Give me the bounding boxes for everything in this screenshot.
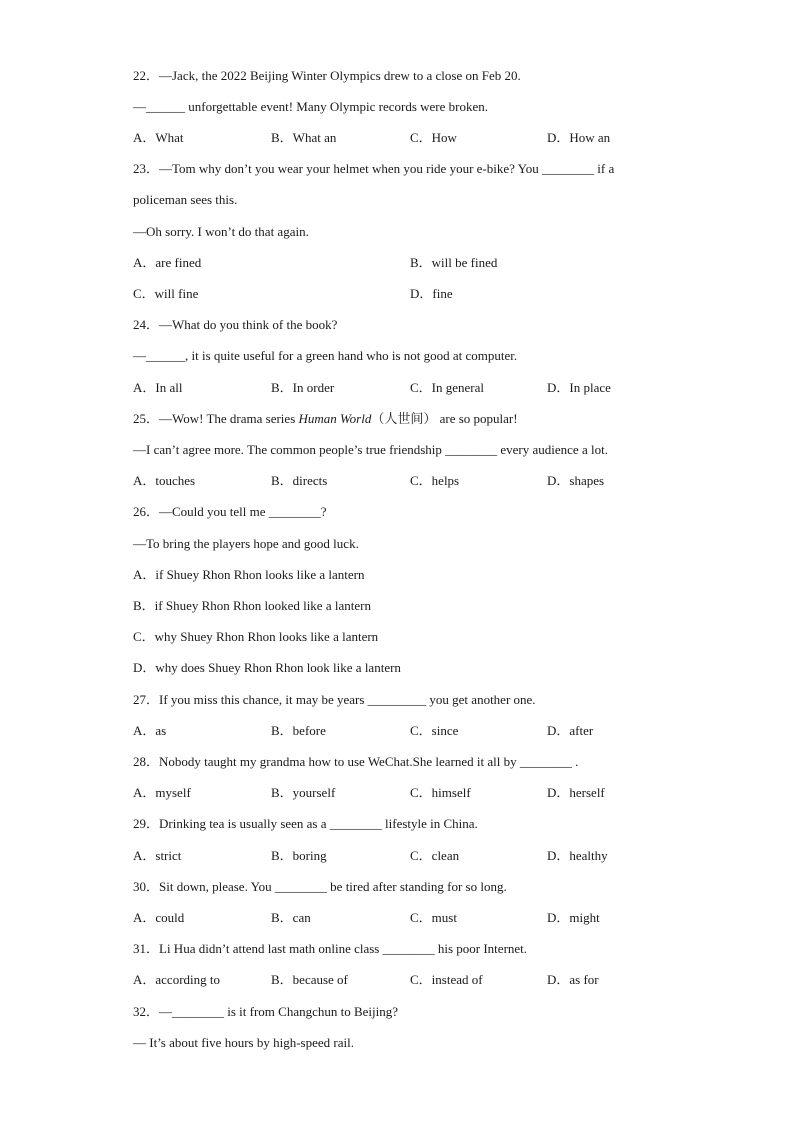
question-24-option-a: A．In all	[133, 380, 183, 395]
question-23-stem: 23．—Tom why don’t you wear your helmet when you ride your e-bike? You ________ if a	[133, 161, 615, 176]
question-24-option-d: D．In place	[547, 380, 611, 395]
question-25-option-b: B．directs	[271, 473, 328, 488]
question-27-option-a: A．as	[133, 723, 167, 738]
question-28-stem: 28．Nobody taught my grandma how to use WeChat.She learned it all by ________ .	[133, 754, 579, 769]
question-23-stem-cont: policeman sees this.	[133, 192, 238, 207]
question-24-option-b: B．In order	[271, 380, 335, 395]
question-30-option-b: B．can	[271, 910, 311, 925]
question-29-option-a: A．strict	[133, 848, 182, 863]
question-22-option-b: B．What an	[271, 130, 337, 145]
question-29-option-b: B．boring	[271, 848, 327, 863]
question-28-option-c: C．himself	[410, 785, 471, 800]
question-24-response: —______, it is quite useful for a green hand who is not good at computer.	[133, 348, 518, 363]
question-25-stem	[133, 411, 518, 427]
question-27-stem: 27．If you miss this chance, it may be years _________ you get another one.	[133, 692, 536, 707]
question-23-option-b: B．will be fined	[410, 255, 498, 270]
question-27-option-d: D．after	[547, 723, 594, 738]
question-27-option-b: B．before	[271, 723, 326, 738]
question-26-option-d: D．why does Shuey Rhon Rhon look like a lantern	[133, 660, 401, 675]
question-26-option-b: B．if Shuey Rhon Rhon looked like a lantern	[133, 598, 371, 613]
question-26-stem: 26．—Could you tell me ________?	[133, 504, 327, 519]
question-22-stem: 22．—Jack, the 2022 Beijing Winter Olympics drew to a close on Feb 20.	[133, 68, 521, 83]
question-26-response: —To bring the players hope and good luck.	[133, 536, 359, 551]
question-25-option-a: A．touches	[133, 473, 196, 488]
question-25-response: —I can’t agree more. The common people’s true friendship ________ every audience a lot.	[133, 442, 608, 457]
drama-title: Human World	[298, 411, 372, 426]
question-31-option-a: A．according to	[133, 972, 221, 987]
question-22-option-a: A．What	[133, 130, 184, 145]
question-30-option-d: D．might	[547, 910, 600, 925]
question-23-option-d: D．fine	[410, 286, 453, 301]
question-30-stem: 30．Sit down, please. You ________ be tired after standing for so long.	[133, 879, 507, 894]
question-28-option-a: A．myself	[133, 785, 191, 800]
question-22-option-d: D．How an	[547, 130, 611, 145]
question-22-response: —______ unforgettable event! Many Olympic records were broken.	[133, 99, 488, 114]
question-23-option-c: C．will fine	[133, 286, 199, 301]
question-31-option-c: C．instead of	[410, 972, 483, 987]
question-24-stem: 24．—What do you think of the book?	[133, 317, 338, 332]
question-23-response: —Oh sorry. I won’t do that again.	[133, 224, 309, 239]
question-28-option-b: B．yourself	[271, 785, 336, 800]
question-25-stem-start: 25．—Wow! The drama series	[133, 411, 299, 426]
question-29-stem: 29．Drinking tea is usually seen as a ________ lifestyle in China.	[133, 816, 478, 831]
question-23-option-a: A．are fined	[133, 255, 202, 270]
question-25-option-c: C．helps	[410, 473, 460, 488]
question-31-stem: 31．Li Hua didn’t attend last math online class ________ his poor Internet.	[133, 941, 528, 956]
question-29-option-c: C．clean	[410, 848, 460, 863]
question-30-option-c: C．must	[410, 910, 457, 925]
question-32-response: — It’s about five hours by high-speed rail.	[133, 1035, 354, 1050]
question-25-stem-end: （人世间） are so popular!	[371, 411, 518, 426]
question-31-option-b: B．because of	[271, 972, 348, 987]
question-30-option-a: A．could	[133, 910, 185, 925]
question-32-stem: 32．—________ is it from Changchun to Beijing?	[133, 1004, 399, 1019]
question-31-option-d: D．as for	[547, 972, 599, 987]
question-25-option-d: D．shapes	[547, 473, 605, 488]
question-24-option-c: C．In general	[410, 380, 485, 395]
question-22-option-c: C．How	[410, 130, 457, 145]
question-29-option-d: D．healthy	[547, 848, 608, 863]
question-27-option-c: C．since	[410, 723, 459, 738]
question-26-option-a: A．if Shuey Rhon Rhon looks like a lantern	[133, 567, 365, 582]
question-26-option-c: C．why Shuey Rhon Rhon looks like a lantern	[133, 629, 379, 644]
question-28-option-d: D．herself	[547, 785, 605, 800]
